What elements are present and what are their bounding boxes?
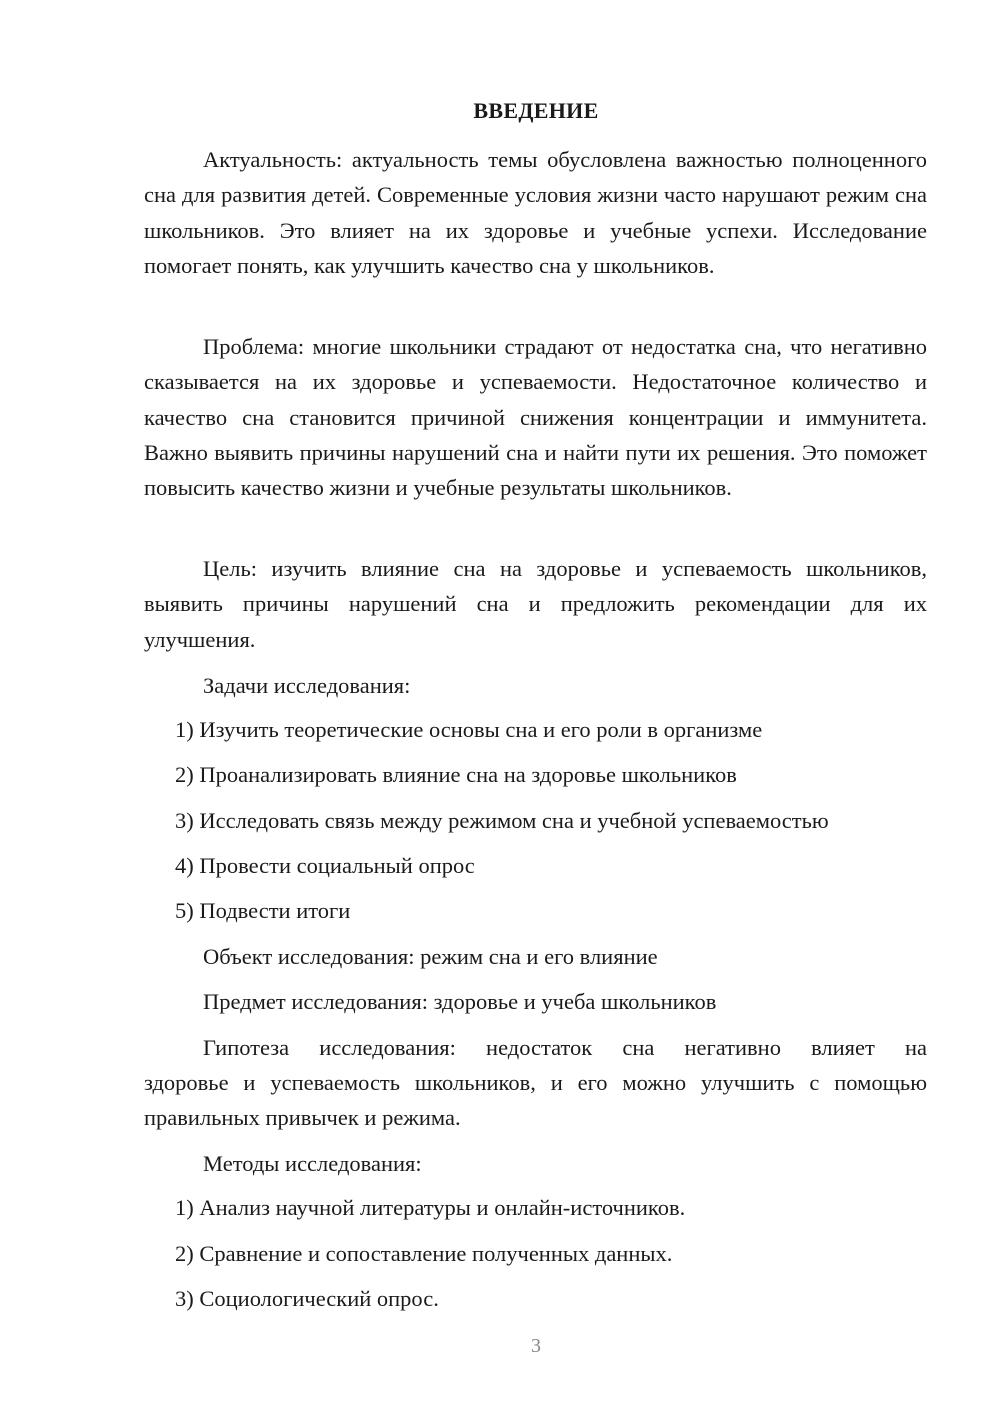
task-item: 4) Провести социальный опрос (175, 853, 475, 878)
task-item: 1) Изучить теоретические основы сна и его роли в организме (175, 717, 763, 742)
task-item: 2) Проанализировать влияние сна на здоровье школьников (175, 762, 737, 787)
relevance-paragraph: Актуальность: актуальность темы обусловлена важностью полноценного сна для развития детей. Современные условия жизни часто нарушают режим сна школьников. Это влияет на их здоровье и учебные успехи. Исследование помогает понять, как улучшить качество сна у школьников. (144, 147, 927, 278)
hypothesis-first-line: Гипотеза исследования: недостаток сна негативно влияет на (203, 1035, 927, 1060)
page-number: 3 (531, 1335, 541, 1357)
method-item: 3) Социологический опрос. (175, 1286, 439, 1311)
problem-paragraph: Проблема: многие школьники страдают от недостатка сна, что негативно сказывается на их здоровье и успеваемости. Недостаточное количество и качество сна становится причиной снижения концентрации и иммунитета. Важно выявить причины нарушений сна и найти пути их решения. Это поможет повысить качество жизни и учебные результаты школьников. (144, 334, 927, 501)
method-item: 1) Анализ научной литературы и онлайн-источников. (175, 1195, 686, 1220)
goal-paragraph: Цель: изучить влияние сна на здоровье и успеваемость школьников, выявить причины нарушений сна и предложить рекомендации для их улучшения. (144, 556, 927, 652)
hypothesis-paragraph: здоровье и успеваемость школьников, и его можно улучшить с помощью правильных привычек и режима. (144, 1070, 927, 1131)
tasks-title: Задачи исследования: (203, 673, 411, 698)
task-item: 5) Подвести итоги (175, 898, 351, 923)
method-item: 2) Сравнение и сопоставление полученных данных. (175, 1241, 673, 1266)
research-object: Объект исследования: режим сна и его влияние (203, 944, 658, 969)
methods-title: Методы исследования: (203, 1151, 422, 1176)
page-heading: ВВЕДЕНИЕ (473, 98, 599, 123)
task-item: 3) Исследовать связь между режимом сна и учебной успеваемостью (175, 808, 829, 833)
research-subject: Предмет исследования: здоровье и учеба школьников (203, 989, 717, 1014)
